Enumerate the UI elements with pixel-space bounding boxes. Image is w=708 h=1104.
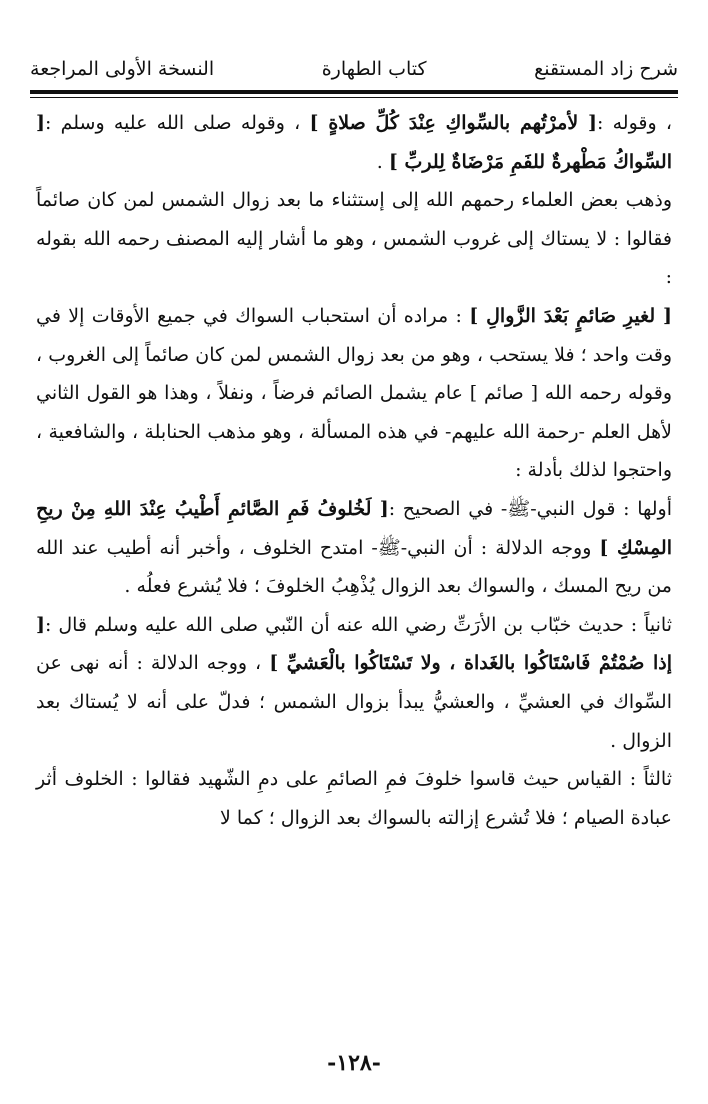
header-edition-note: النسخة الأولى المراجعة [30, 58, 215, 80]
header-rule-thin [30, 97, 678, 98]
paragraph [36, 606, 672, 760]
paragraph [36, 297, 672, 490]
paragraph-text: أولها : قول النبي-ﷺ- في الصحيح : [388, 497, 672, 520]
header-chapter-title: كتاب الطهارة [321, 58, 427, 80]
paragraph-text: . [376, 150, 389, 173]
paragraph-text: ووجه الدلالة : أن النبي-ﷺ- امتدح الخلوف ، وأخبر أنه أطيب عند الله من ريح المسك ، والسواك بعد الزوال يُذْهِبُ الخلوفَ ؛ فلا يُشرع فعلُه . [36, 536, 672, 598]
paragraph-text: ، وقوله صلى الله عليه وسلم : [45, 112, 310, 134]
hadith-quote: [ لأمرْتُهم بالسِّواكِ عِنْدَ كُلِّ صلاةٍ ] [309, 112, 597, 134]
running-header [30, 52, 678, 86]
paragraph-text: ثالثاً : القياس حيث قاسوا خلوفَ فمِ الصائمِ على دمِ الشّهيد فقالوا : الخلوف أثر عبادة الصيام ؛ فلا تُشرع إزالته بالسواك بعد الزوال ؛ كما لا [36, 768, 672, 829]
hadith-quote: [ السِّواكُ مَطْهرةٌ للفَمِ مَرْضَاةٌ لِلربِّ ] [36, 112, 672, 173]
paragraph-text: ، ووجه الدلالة : أنه نهى عن السِّواك في العشيِّ ، والعشيُّ يبدأ بزوال الشمس ؛ فدلّ على أنه لا يُستاك بعد الزوال . [36, 652, 672, 752]
paragraph [36, 760, 672, 837]
paragraph-text: : مراده أن استحباب السواك في جميع الأوقات إلا في وقت واحد ؛ فلا يستحب ، وهو من بعد زوال الشمس لمن كان صائماً إلى الغروب ، وقوله رحمه الله [ صائم ] عام يشمل الصائم فرضاً ، ونفلاً ، وهذا هو القول الثاني لأهل العلم -رحمة الله عليهم- في هذه المسألة ، وهو مذهب الحنابلة ، والشافعية ، واحتجوا لذلك بأدلة : [36, 304, 672, 482]
paragraph [36, 181, 672, 297]
hadith-quote: [ لغيرِ صَائمٍ بَعْدَ الزَّوالِ ] [469, 304, 672, 327]
body-text [36, 104, 672, 837]
header-book-title: شرح زاد المستقنع [534, 58, 678, 80]
hadith-quote: [ لَخُلوفُ فَمِ الصَّائمِ أَطْيبُ عِنْدَ اللهِ مِنْ ريحِ المِسْكِ ] [36, 497, 673, 559]
header-rule-thick [30, 90, 678, 94]
hadith-quote: [ إذا صُمْتُمْ فَاسْتَاكُوا بالغَداة ، ولا تَسْتَاكُوا بالْعَشيِّ ] [36, 613, 672, 675]
paragraph [36, 104, 672, 181]
paragraph-text: ثانياً : حديث خبّاب بن الأرَتِّ رضي الله عنه أن النّبي صلى الله عليه وسلم قال : [45, 613, 672, 636]
paragraph-text: وذهب بعض العلماء رحمهم الله إلى إستثناء ما بعد زوال الشمس لمن كان صائماً فقالوا : لا يستاك إلى غروب الشمس ، وهو ما أشار إليه المصنف رحمه الله بقوله : [36, 189, 672, 289]
paragraph [36, 490, 672, 606]
page-number: -١٢٨- [327, 1050, 381, 1076]
paragraph-text: ، وقوله : [596, 112, 672, 134]
